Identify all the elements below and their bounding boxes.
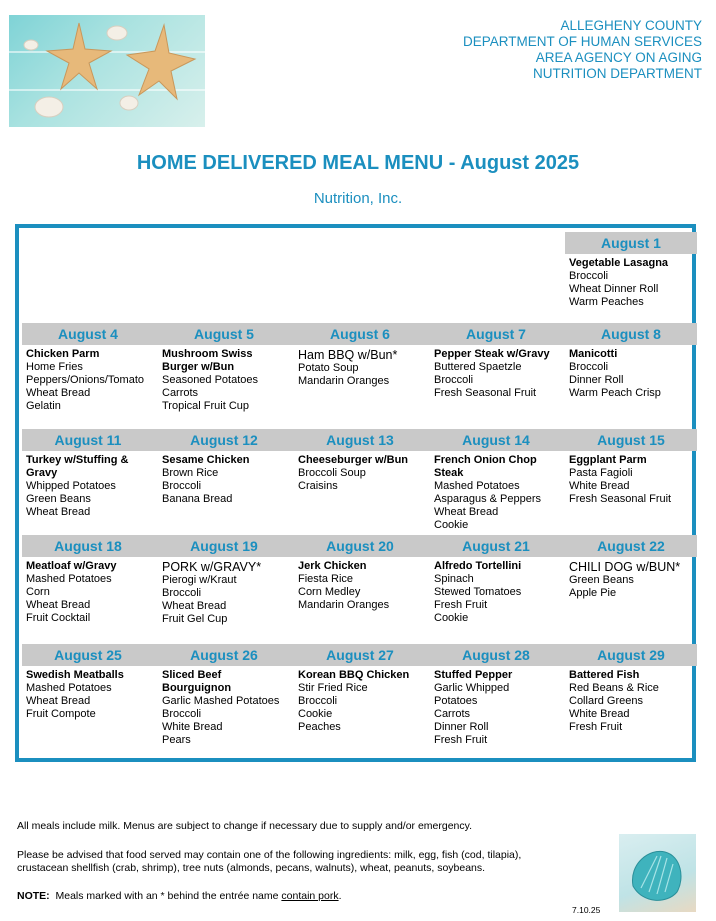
entree-line: Steak (434, 467, 464, 479)
side-item: Fiesta Rice (298, 573, 354, 585)
day-cell (294, 535, 426, 612)
day-date: August 13 (294, 429, 426, 451)
side-item: Corn Medley (298, 586, 361, 598)
day-cell (430, 644, 562, 747)
meal-list (430, 345, 562, 400)
side-item: Peppers/Onions/Tomato (26, 374, 145, 386)
day-cell (158, 323, 290, 413)
side-item: Banana Bread (162, 493, 233, 505)
side-item: Wheat Bread (434, 506, 499, 518)
side-item: Broccoli (298, 695, 338, 707)
entree-line: Mushroom Swiss (162, 348, 253, 360)
side-item: Wheat Bread (26, 599, 91, 611)
organization-block (463, 18, 702, 82)
footer-pork-note (17, 890, 342, 903)
side-item: Craisins (298, 480, 338, 492)
side-item: Corn (26, 586, 50, 598)
meal-list (430, 557, 562, 625)
meal-list (294, 451, 426, 493)
side-item: Carrots (162, 387, 199, 399)
side-item: Brown Rice (162, 467, 219, 479)
side-item: Fresh Seasonal Fruit (434, 387, 537, 399)
side-item: Dinner Roll (569, 374, 624, 386)
org-line: AREA AGENCY ON AGING (535, 50, 702, 65)
day-date: August 21 (430, 535, 562, 557)
side-item: Broccoli (162, 480, 202, 492)
side-item: Cookie (434, 519, 469, 531)
menu-calendar (15, 224, 696, 762)
day-date: August 29 (565, 644, 697, 666)
day-date: August 5 (158, 323, 290, 345)
side-item: Warm Peach Crisp (569, 387, 661, 399)
side-item: Broccoli (569, 270, 609, 282)
entree-line: Sesame Chicken (162, 454, 250, 466)
side-item: Mashed Potatoes (26, 573, 112, 585)
page-subtitle: Nutrition, Inc. (313, 190, 403, 207)
entree-line: Eggplant Parm (569, 454, 647, 466)
day-date: August 27 (294, 644, 426, 666)
entree-line: Alfredo Tortellini (434, 560, 522, 572)
day-date: August 6 (294, 323, 426, 345)
meal-list (158, 557, 290, 626)
day-date: August 4 (22, 323, 154, 345)
day-date: August 12 (158, 429, 290, 451)
entree-line: Meatloaf w/Gravy (26, 560, 117, 572)
entree-line: Pepper Steak w/Gravy (434, 348, 550, 360)
day-date: August 20 (294, 535, 426, 557)
day-cell (430, 323, 562, 400)
meal-list (294, 666, 426, 734)
entree-line: Cheeseburger w/Bun (298, 454, 409, 466)
day-cell (294, 429, 426, 493)
side-item: White Bread (569, 480, 630, 492)
side-item: Peaches (298, 721, 341, 733)
meal-list (22, 557, 154, 625)
starfish-photo (9, 15, 205, 127)
footer-allergen-line-2: crustacean shellfish (crab, shrimp), tree nuts (almonds, pecans, walnuts), wheat, peanuts, soybeans. (17, 862, 486, 874)
side-item: Fruit Compote (26, 708, 96, 720)
entree-line: Sliced Beef (162, 669, 222, 681)
side-item: Potatoes (434, 695, 478, 707)
side-item: Wheat Bread (26, 695, 91, 707)
side-item: Wheat Bread (26, 506, 91, 518)
side-item: Apple Pie (569, 587, 617, 599)
side-item: Wheat Bread (26, 387, 91, 399)
day-cell (565, 535, 697, 600)
day-cell (294, 644, 426, 734)
day-date: August 25 (22, 644, 154, 666)
footer-allergen-line-1: Please be advised that food served may contain one of the following ingredients: milk, egg, fish (cod, tilapia), (17, 849, 522, 861)
side-item: White Bread (569, 708, 630, 720)
side-item: Stewed Tomatoes (434, 586, 522, 598)
side-item: Warm Peaches (569, 296, 644, 308)
entree-line: Manicotti (569, 348, 618, 360)
day-date: August 7 (430, 323, 562, 345)
meal-list (158, 666, 290, 747)
side-item: Fresh Fruit (569, 721, 623, 733)
side-item: Cookie (298, 708, 333, 720)
day-cell (158, 644, 290, 747)
side-item: Broccoli (569, 361, 609, 373)
side-item: Broccoli (162, 587, 202, 599)
side-item: Fresh Seasonal Fruit (569, 493, 672, 505)
org-line: DEPARTMENT OF HUMAN SERVICES (462, 34, 702, 49)
day-date: August 22 (565, 535, 697, 557)
side-item: Pierogi w/Kraut (162, 574, 237, 586)
entree-line: Gravy (26, 467, 58, 479)
side-item: Carrots (434, 708, 471, 720)
meal-list (22, 345, 154, 413)
day-cell (22, 535, 154, 625)
entree-line: Bourguignon (162, 682, 232, 694)
side-item: White Bread (162, 721, 223, 733)
day-date: August 8 (565, 323, 697, 345)
seashell-photo (619, 834, 696, 912)
entree-line: Swedish Meatballs (26, 669, 124, 681)
side-item: Broccoli (162, 708, 202, 720)
side-item: Garlic Mashed Potatoes (162, 695, 280, 707)
meal-list (565, 254, 697, 309)
side-item: Cookie (434, 612, 469, 624)
entree-line: Battered Fish (569, 669, 640, 681)
meal-list (565, 451, 697, 506)
side-item: Home Fries (26, 361, 83, 373)
meal-list (294, 345, 426, 388)
day-date: August 15 (565, 429, 697, 451)
day-date: August 14 (430, 429, 562, 451)
meal-list (565, 557, 697, 600)
note-text: Meals marked with an * behind the entrée name (49, 890, 282, 902)
note-label: NOTE: (17, 890, 50, 902)
version-code: 7.10.25 (572, 905, 601, 915)
day-date: August 1 (565, 232, 697, 254)
side-item: Wheat Bread (162, 600, 227, 612)
side-item: Green Beans (26, 493, 91, 505)
day-cell (430, 429, 562, 532)
entree-line: Turkey w/Stuffing & (26, 454, 129, 466)
side-item: Fruit Gel Cup (162, 613, 228, 625)
day-date: August 26 (158, 644, 290, 666)
side-item: Buttered Spaetzle (434, 361, 522, 373)
day-cell (565, 323, 697, 400)
entree-line: Stuffed Pepper (434, 669, 513, 681)
entree-line: CHILI DOG w/BUN* (569, 560, 681, 574)
side-item: Green Beans (569, 574, 634, 586)
side-item: Asparagus & Peppers (434, 493, 542, 505)
side-item: Spinach (434, 573, 474, 585)
side-item: Broccoli Soup (298, 467, 366, 479)
side-item: Broccoli (434, 374, 474, 386)
org-line: ALLEGHENY COUNTY (560, 18, 702, 33)
day-date: August 11 (22, 429, 154, 451)
side-item: Mashed Potatoes (434, 480, 520, 492)
entree-line: Jerk Chicken (298, 560, 367, 572)
entree-line: Vegetable Lasagna (569, 257, 669, 269)
side-item: Collard Greens (569, 695, 643, 707)
day-cell (565, 429, 697, 506)
side-item: Mandarin Oranges (298, 375, 390, 387)
side-item: Mandarin Oranges (298, 599, 390, 611)
day-cell (158, 535, 290, 626)
entree-line: Chicken Parm (26, 348, 100, 360)
day-date: August 18 (22, 535, 154, 557)
side-item: Pears (162, 734, 191, 746)
day-date: August 28 (430, 644, 562, 666)
day-cell (430, 535, 562, 625)
day-cell (294, 323, 426, 388)
side-item: Stir Fried Rice (298, 682, 368, 694)
meal-list (158, 345, 290, 413)
meal-list (22, 451, 154, 519)
meal-list (294, 557, 426, 612)
footer-milk-note: All meals include milk. Menus are subject to change if necessary due to supply and/or emergency. (17, 820, 473, 832)
day-cell (22, 644, 154, 721)
entree-line: French Onion Chop (434, 454, 537, 466)
day-cell (22, 429, 154, 519)
note-end: . (338, 890, 342, 902)
side-item: Red Beans & Rice (569, 682, 659, 694)
meal-list (430, 666, 562, 747)
entree-line: Korean BBQ Chicken (298, 669, 410, 681)
side-item: Dinner Roll (434, 721, 489, 733)
side-item: Tropical Fruit Cup (162, 400, 250, 412)
day-date: August 19 (158, 535, 290, 557)
meal-list (430, 451, 562, 532)
day-cell (565, 644, 697, 734)
side-item: Garlic Whipped (434, 682, 510, 694)
entree-line: Burger w/Bun (162, 361, 235, 373)
side-item: Fresh Fruit (434, 734, 488, 746)
note-emphasis: contain pork (281, 890, 339, 902)
side-item: Fruit Cocktail (26, 612, 91, 624)
side-item: Mashed Potatoes (26, 682, 112, 694)
side-item: Fresh Fruit (434, 599, 488, 611)
meal-list (158, 451, 290, 506)
page-title: HOME DELIVERED MEAL MENU - August 2025 (136, 152, 580, 174)
side-item: Gelatin (26, 400, 61, 412)
side-item: Whipped Potatoes (26, 480, 116, 492)
org-line: NUTRITION DEPARTMENT (532, 66, 702, 81)
meal-list (22, 666, 154, 721)
side-item: Seasoned Potatoes (162, 374, 259, 386)
side-item: Potato Soup (298, 362, 359, 374)
day-cell (22, 323, 154, 413)
meal-list (565, 345, 697, 400)
side-item: Pasta Fagioli (569, 467, 633, 479)
entree-line: PORK w/GRAVY* (162, 560, 262, 574)
day-cell (565, 232, 697, 309)
entree-line: Ham BBQ w/Bun* (298, 348, 398, 362)
side-item: Wheat Dinner Roll (569, 283, 659, 295)
meal-list (565, 666, 697, 734)
day-cell (158, 429, 290, 506)
